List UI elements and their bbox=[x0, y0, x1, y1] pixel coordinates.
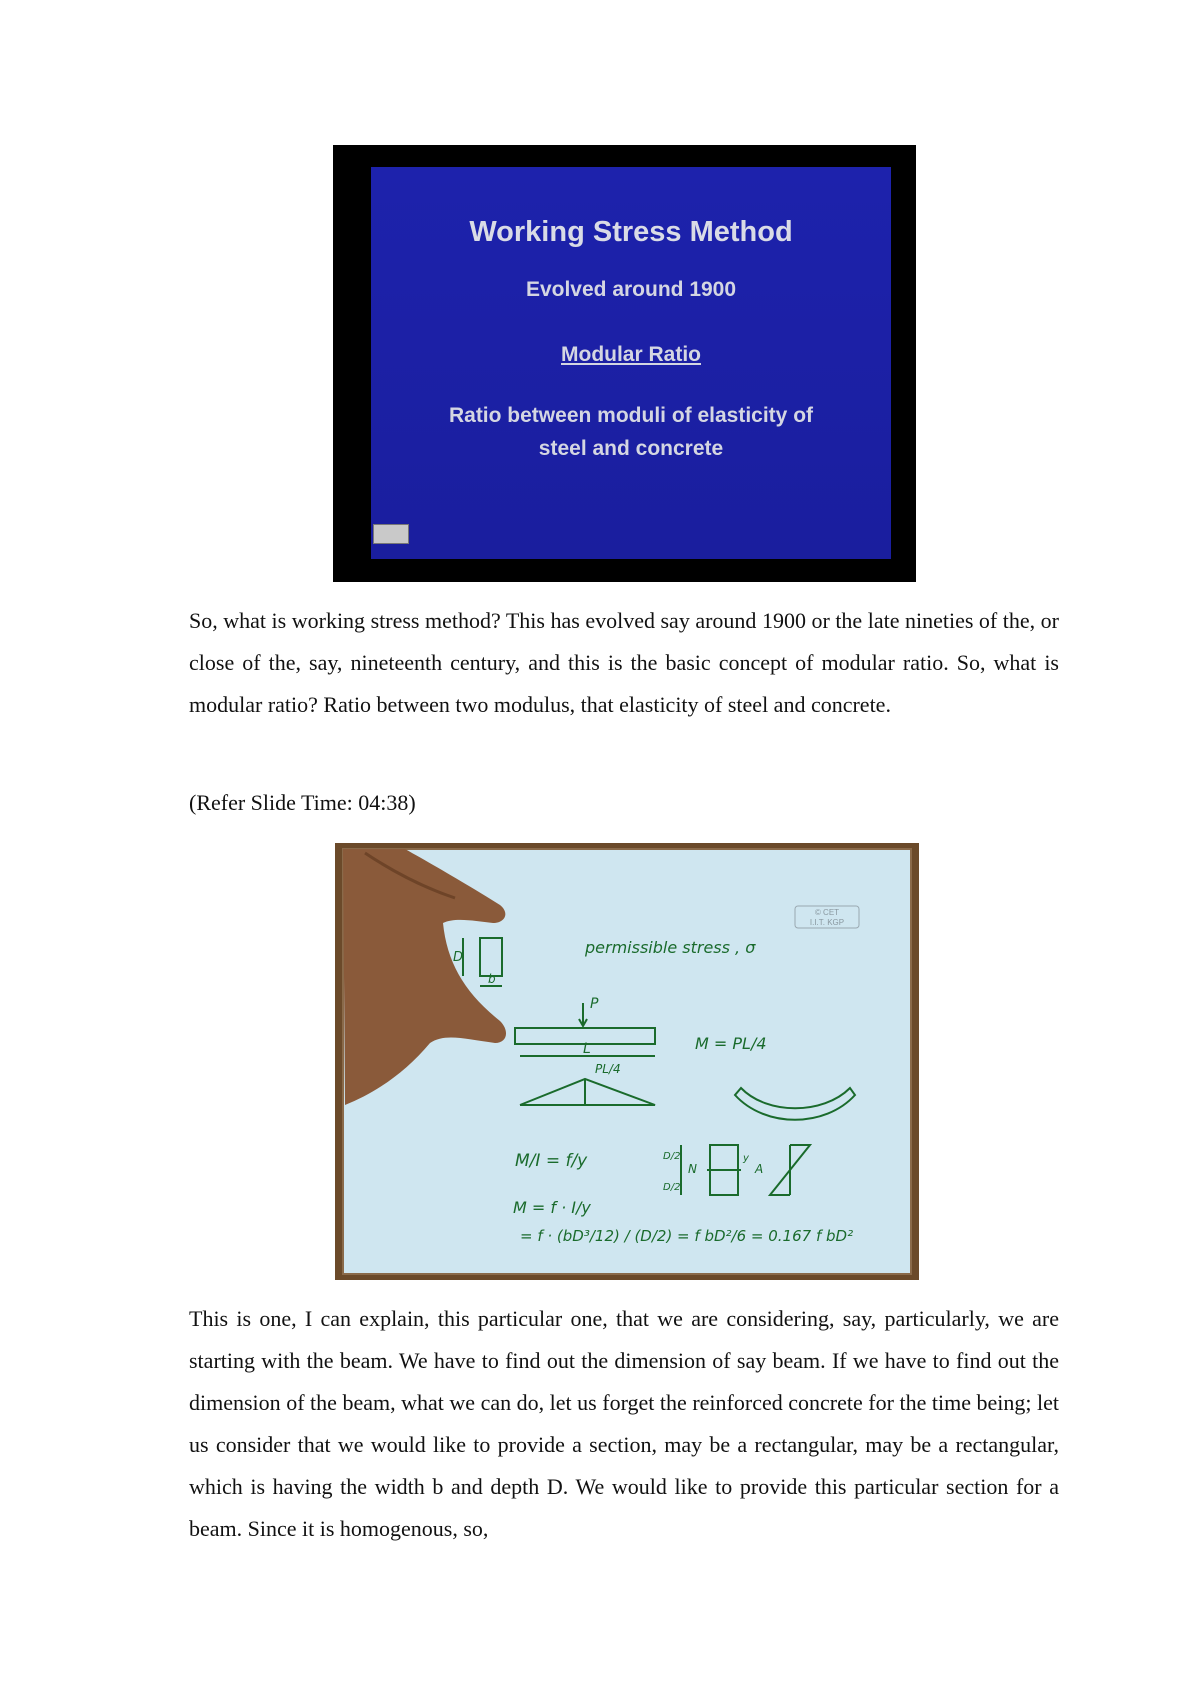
slide-title: Working Stress Method bbox=[469, 216, 793, 248]
refer-slide-time: (Refer Slide Time: 04:38) bbox=[189, 790, 416, 815]
moment-formula: M = PL/4 bbox=[695, 1034, 767, 1053]
slide-image-working-stress bbox=[333, 145, 916, 582]
section-label-a: A bbox=[755, 1162, 764, 1176]
whiteboard-image bbox=[335, 843, 919, 1280]
label-P: P bbox=[590, 996, 599, 1012]
paragraph-2: This is one, I can explain, this particular one, that we are considering, say, particularly, we are starting with the beam. We have to find out the dimension of say beam. If we have to find out the dimension of the beam, what we can do, let us forget the reinforced concrete for the time being; let us consider that we would like to provide a section, may be a rectangular, may be a rectangular, which is having the width b and depth D. We would like to provide this particular section for a beam. Since it is homogenous, so, bbox=[189, 1306, 1059, 1541]
bmd-label: PL/4 bbox=[595, 1062, 621, 1076]
slide-panel bbox=[371, 167, 891, 559]
m-formula-line2: = f · (bD³/12) / (D/2) = f bD²/6 = 0.167 f bD² bbox=[520, 1227, 854, 1245]
section-label-y: y bbox=[743, 1153, 749, 1164]
section-label-d2-bottom: D/2 bbox=[663, 1182, 681, 1193]
section-label-d2-top: D/2 bbox=[663, 1151, 681, 1162]
permissible-stress: permissible stress , σ bbox=[585, 938, 756, 957]
m-formula-line1: M = f · I/y bbox=[513, 1198, 591, 1217]
whiteboard-drawing bbox=[335, 843, 919, 1280]
paragraph-1: So, what is working stress method? This has evolved say around 1900 or the late nineties of the, or close of the, say, nineteenth century, and this is the basic concept of modular ratio. So, what is modular ratio? Ratio between two modulus, that elasticity of steel and concrete. bbox=[189, 608, 1059, 717]
label-L: L bbox=[583, 1041, 591, 1057]
section-label-n: N bbox=[688, 1162, 697, 1176]
slide-logo-icon bbox=[373, 524, 409, 544]
slide-heading: Modular Ratio bbox=[561, 343, 701, 366]
watermark-line1: © CET bbox=[814, 908, 840, 917]
label-D: D bbox=[453, 950, 464, 965]
slide-description-line2: steel and concrete bbox=[538, 437, 724, 460]
label-b: b bbox=[488, 972, 496, 986]
slide-description-line1: Ratio between moduli of elasticity of bbox=[448, 404, 814, 427]
flexure-formula: M/I = f/y bbox=[515, 1151, 588, 1171]
watermark-line2: I.I.T. KGP bbox=[809, 918, 845, 927]
slide-subtitle: Evolved around 1900 bbox=[525, 278, 737, 301]
